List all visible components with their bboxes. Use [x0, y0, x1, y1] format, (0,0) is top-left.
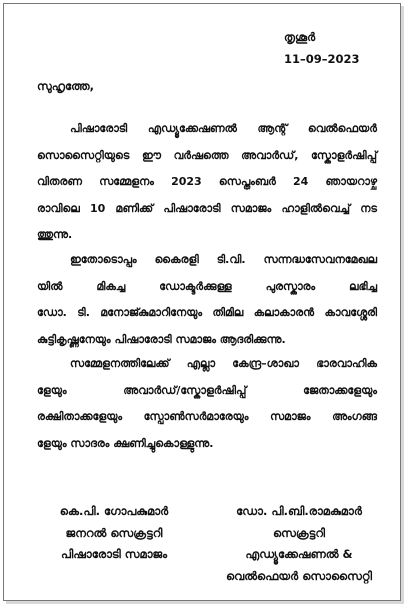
paragraph-welcome [37, 351, 377, 457]
paragraph-line: യിൽ മികച്ച ഡോക്ടർക്കുള്ള പുരസ്കാരം ലഭിച്ച [37, 279, 377, 293]
paragraph-honour [37, 247, 377, 353]
place-date-block [284, 26, 360, 70]
paragraph-line: ളേയും അവാർഡ്/സ്കോളർഷിപ്പ് ജേതാക്കളേയും [37, 383, 377, 397]
paragraph-line: പിഷാരോടി എഡ്യൂക്കേഷണൽ ആന്റ് വെൽഫെയർ [70, 122, 377, 135]
paragraph-line: സൊസൈറ്റിയുടെ ഈ വർഷത്തെ അവാർഡ്, സ്കോളർഷിപ്പ് [37, 148, 377, 162]
paragraph-line: വിതരണ സമ്മേളനം 2023 സെപ്തംബർ 24 ഞായറാഴ്ച [37, 175, 377, 188]
paragraph-line: ത്തുന്നു. [37, 228, 73, 241]
signatory-title: ജനറൽ സെക്രട്ടറി [65, 525, 163, 540]
signature-general-secretary [29, 501, 199, 566]
paragraph-line: ഇതോടൊപ്പം കൈരളി ടി.വി. സന്നദ്ധസേവനമേഖല [70, 253, 377, 266]
signatory-name: കെ.പി. ഗോപകുമാർ [59, 504, 169, 518]
paragraph-invitation [37, 116, 377, 249]
signatory-title: സെക്രട്ടറി [272, 525, 326, 540]
paragraph-line: കുട്ടികൃഷ്ണനേയും പിഷാരോടി സമാജം ആദരിക്കുന്നു. [37, 332, 286, 346]
letter-page [3, 3, 401, 601]
signatory-org: വെൽഫെയർ സൊസൈറ്റി [225, 568, 373, 583]
date: 11–09–2023 [284, 52, 360, 66]
paragraph-line: രക്ഷിതാക്കളേയും സ്പോൺസർമാരേയും സമാജം അംഗങ്ങ [37, 410, 377, 423]
signatory-name: ഡോ. പി.ബി.രാമകുമാർ [236, 504, 362, 518]
place: തൃശൂർ [284, 30, 316, 44]
paragraph-line: ളേയും സാദരം ക്ഷണിച്ചുകൊള്ളുന്നു. [37, 436, 214, 450]
signature-secretary [214, 501, 384, 587]
signatory-org: പിഷാരോടി സമാജം [60, 547, 168, 561]
signatory-org: എഡ്യൂക്കേഷണൽ & [245, 547, 353, 561]
paragraph-line: രാവിലെ 10 മണിക്ക് പിഷാരോടി സമാജം ഹാളിൽവെച്ച് നട [37, 201, 377, 215]
paragraph-line: ഡോ. ടി. മനോജ്കുമാറിനേയും തിമില കലാകാരൻ കാവശ്ശേരി [37, 306, 377, 319]
salutation: സുഹൃത്തേ, [37, 79, 94, 93]
paragraph-line: സമ്മേളനത്തിലേക്ക് എല്ലാ കേന്ദ്ര–ശാഖാ ഭാരവാഹിക [70, 357, 377, 370]
